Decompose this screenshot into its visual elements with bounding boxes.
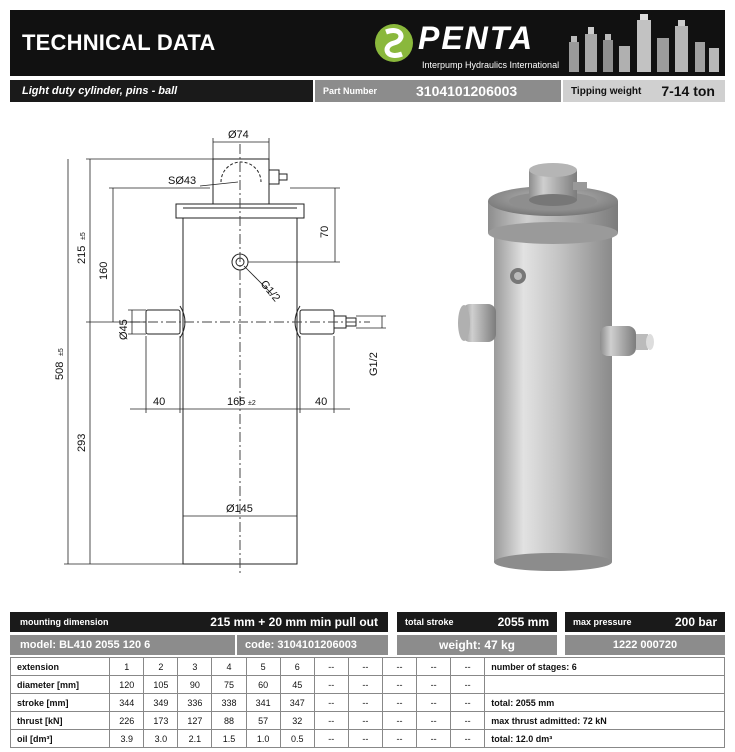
table-cell: -- [348,658,382,676]
dim-d145: Ø145 [226,503,253,515]
table-cell: 32 [280,712,314,730]
table-cell: 127 [178,712,212,730]
table-cell: 2.1 [178,730,212,748]
penta-logo [372,18,572,74]
table-cell: -- [451,694,485,712]
table-cell: 75 [212,676,246,694]
table-cell: 105 [144,676,178,694]
subheader-bar [10,80,725,102]
table-cell: 4 [212,658,246,676]
table-cell: -- [451,676,485,694]
table-cell: 336 [178,694,212,712]
table-cell: 6 [280,658,314,676]
table-cell: 1.5 [212,730,246,748]
table-row [11,694,725,712]
max-pressure-bar [565,612,725,632]
row-label: thrust [kN] [11,712,110,730]
cylinder-3d-render [458,163,654,571]
table-row [11,658,725,676]
dim-160: 160 [98,261,110,280]
dim-sphere: SØ43 [168,175,197,187]
table-cell: 344 [110,694,144,712]
dim-165: 165 [227,396,246,408]
dim-d45: Ø45 [118,319,130,340]
tipping-weight-box [563,80,725,102]
dim-g12-port: G1/2 [257,278,283,305]
table-cell: 45 [280,676,314,694]
logo-subtitle: Interpump Hydraulics International [422,60,560,70]
table-cell: 341 [246,694,280,712]
row-summary: max thrust admitted: 72 kN [485,712,725,730]
row-summary: number of stages: 6 [485,658,725,676]
row-summary [485,676,725,694]
table-cell: -- [451,730,485,748]
reference-bar: 1222 000720 [565,635,725,655]
stroke-value: 2055 mm [497,615,549,629]
row-label: diameter [mm] [11,676,110,694]
table-cell: -- [382,676,416,694]
technical-drawing [10,104,725,604]
table-cell: -- [451,712,485,730]
table-cell: 120 [110,676,144,694]
table-cell: 3.9 [110,730,144,748]
table-cell: -- [417,694,451,712]
code-bar: code: 3104101206003 [237,635,388,655]
table-cell: -- [348,712,382,730]
table-cell: 3.0 [144,730,178,748]
table-row [11,676,725,694]
mounting-label: mounting dimension [20,617,109,627]
table-cell: -- [417,712,451,730]
table-cell: 1.0 [246,730,280,748]
dim-215-tolerance: ±5 [80,232,87,240]
tipping-weight-label: Tipping weight [571,85,642,97]
table-cell: 3 [178,658,212,676]
dim-165-tolerance: ±2 [248,400,256,407]
table-cell: 5 [246,658,280,676]
page-title: TECHNICAL DATA [22,30,216,55]
row-label: extension [11,658,110,676]
total-stroke-bar [397,612,557,632]
cylinder-description: Light duty cylinder, pins - ball [10,80,313,102]
row-summary: total: 12.0 dm³ [485,730,725,748]
stroke-label: total stroke [405,617,454,627]
table-cell: -- [382,730,416,748]
table-cell: -- [314,676,348,694]
mounting-dimension-bar [10,612,388,632]
mounting-value: 215 mm + 20 mm min pull out [210,615,378,629]
pressure-value: 200 bar [674,615,717,629]
dim-g12-side: G1/2 [368,352,380,376]
model-bar: model: BL410 2055 120 6 [10,635,235,655]
dim-70: 70 [319,225,331,238]
table-cell: -- [348,730,382,748]
table-cell: 90 [178,676,212,694]
row-label: oil [dm³] [11,730,110,748]
header-banner [10,10,725,76]
part-number-label: Part Number [315,80,408,102]
dim-215: 215 [76,245,88,264]
table-cell: -- [382,694,416,712]
table-cell: -- [451,658,485,676]
logo-wordmark: PENTA [418,20,535,56]
table-cell: 1 [110,658,144,676]
table-cell: -- [417,730,451,748]
table-cell: 349 [144,694,178,712]
table-cell: 338 [212,694,246,712]
table-cell: -- [382,658,416,676]
dim-508: 508 [54,361,66,380]
pressure-label: max pressure [573,617,632,627]
table-cell: 60 [246,676,280,694]
cylinder-lineup-image [565,12,723,74]
table-cell: -- [314,730,348,748]
dimension-lines [64,138,386,564]
table-row [11,730,725,748]
dim-d74: Ø74 [228,129,249,141]
table-cell: 226 [110,712,144,730]
row-summary: total: 2055 mm [485,694,725,712]
row-label: stroke [mm] [11,694,110,712]
table-cell: -- [348,694,382,712]
table-cell: -- [417,658,451,676]
table-row [11,712,725,730]
tipping-weight-value: 7-14 ton [661,83,715,99]
dim-293: 293 [76,433,88,452]
penta-swirl-icon [372,18,416,68]
table-cell: 347 [280,694,314,712]
dim-508-tolerance: ±5 [58,348,65,356]
table-cell: -- [314,712,348,730]
specification-table [10,657,725,748]
dim-40-right: 40 [315,396,328,408]
weight-bar: weight: 47 kg [397,635,557,655]
table-cell: 173 [144,712,178,730]
table-cell: -- [314,694,348,712]
table-cell: -- [348,676,382,694]
table-cell: -- [382,712,416,730]
part-number-value: 3104101206003 [408,80,561,102]
table-cell: 57 [246,712,280,730]
table-cell: 0.5 [280,730,314,748]
table-cell: 88 [212,712,246,730]
table-cell: -- [314,658,348,676]
table-cell: 2 [144,658,178,676]
table-cell: -- [417,676,451,694]
dim-40-left: 40 [153,396,166,408]
